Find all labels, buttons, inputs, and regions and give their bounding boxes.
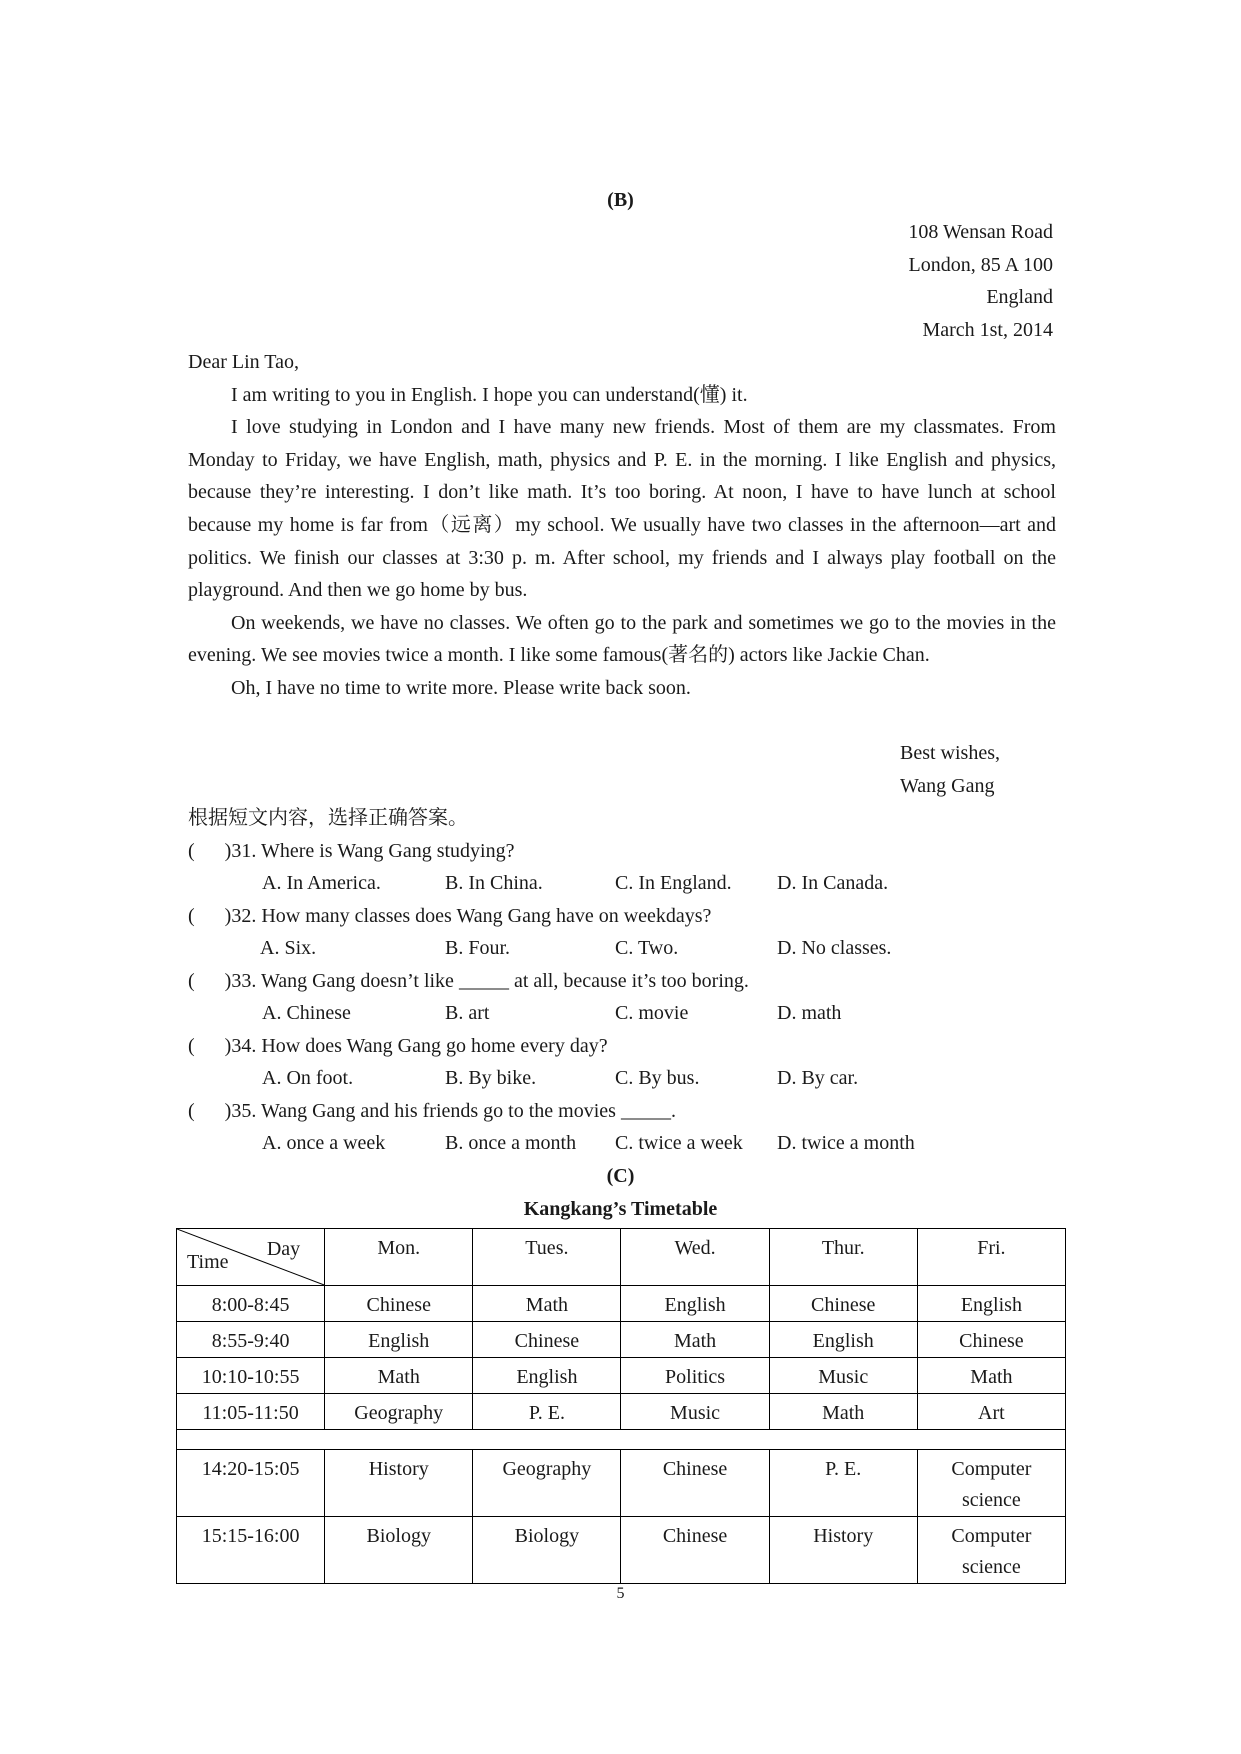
time-cell: 15:15-16:00: [177, 1517, 325, 1584]
question-instruction: 根据短文内容，选择正确答案。: [188, 807, 468, 829]
lunch-break-row: [177, 1430, 1066, 1450]
option-c: C. In England.: [615, 872, 732, 894]
address-line-1: 108 Wensan Road: [908, 221, 1053, 243]
question-32: ( )32. How many classes does Wang Gang have on weekdays?: [188, 905, 712, 927]
letter-closing: Best wishes,: [900, 742, 1000, 764]
subject-cell: Chinese: [917, 1322, 1065, 1358]
letter-paragraph: Oh, I have no time to write more. Please write back soon.: [231, 676, 691, 699]
letter-date: March 1st, 2014: [922, 319, 1053, 341]
address-line-3: England: [986, 286, 1053, 308]
subject-cell: Biology: [325, 1517, 473, 1584]
subject-cell: English: [621, 1286, 769, 1322]
day-header: Thur.: [769, 1229, 917, 1286]
page-number: 5: [616, 1585, 625, 1602]
subject-cell: Geography: [473, 1450, 621, 1517]
subject-cell: Math: [917, 1358, 1065, 1394]
time-cell: 8:00-8:45: [177, 1286, 325, 1322]
day-header: Wed.: [621, 1229, 769, 1286]
subject-cell: Chinese: [621, 1517, 769, 1584]
option-b: B. once a month: [445, 1132, 577, 1154]
subject-cell: Chinese: [325, 1286, 473, 1322]
lunch-break-cell: [177, 1430, 1066, 1450]
subject-cell: Math: [473, 1286, 621, 1322]
option-a: A. once a week: [262, 1132, 386, 1154]
section-c-heading: (C): [606, 1165, 635, 1187]
subject-cell: Math: [769, 1394, 917, 1430]
letter-body: [188, 346, 1056, 705]
question-35: ( )35. Wang Gang and his friends go to the movies _____.: [188, 1100, 676, 1122]
table-row: [177, 1322, 1066, 1358]
subject-cell: P. E.: [769, 1450, 917, 1517]
day-header: Tues.: [473, 1229, 621, 1286]
question-31: ( )31. Where is Wang Gang studying?: [188, 840, 515, 862]
subject-cell: Geography: [325, 1394, 473, 1430]
option-b: B. By bike.: [445, 1067, 537, 1089]
subject-cell: Chinese: [473, 1322, 621, 1358]
time-cell: 8:55-9:40: [177, 1322, 325, 1358]
option-d: D. math: [777, 1002, 842, 1024]
subject-cell: Music: [769, 1358, 917, 1394]
time-cell: 11:05-11:50: [177, 1394, 325, 1430]
subject-cell: History: [769, 1517, 917, 1584]
timetable: [176, 1228, 1066, 1584]
timetable-corner-cell: [177, 1229, 325, 1286]
letter-signature: Wang Gang: [900, 775, 995, 797]
table-row: [177, 1394, 1066, 1430]
subject-cell: Music: [621, 1394, 769, 1430]
subject-cell: Biology: [473, 1517, 621, 1584]
option-b: B. In China.: [445, 872, 543, 894]
subject-cell: Math: [621, 1322, 769, 1358]
subject-cell: English: [473, 1358, 621, 1394]
time-cell: 10:10-10:55: [177, 1358, 325, 1394]
question-34: ( )34. How does Wang Gang go home every day?: [188, 1035, 608, 1057]
subject-cell: History: [325, 1450, 473, 1517]
subject-cell: English: [917, 1286, 1065, 1322]
corner-day-label: Day: [266, 1238, 301, 1260]
option-b: B. Four.: [445, 937, 511, 959]
subject-cell: Art: [917, 1394, 1065, 1430]
option-d: D. No classes.: [777, 937, 892, 959]
letter-paragraph: On weekends, we have no classes. We often go to the park and sometimes we go to the movies in the evening. We see movies twice a month. I like some famous(著名的) actors like Jackie Chan.: [188, 611, 1056, 667]
option-c: C. movie: [615, 1002, 689, 1024]
timetable-title: Kangkang’s Timetable: [523, 1198, 718, 1220]
option-d: D. In Canada.: [777, 872, 889, 894]
letter-paragraph: I love studying in London and I have many new friends. Most of them are my classmates. From Monday to Friday, we have English, math, physics and P. E. in the morning. I like English and physics, because they’re interesting. I don’t like math. It’s too boring. At noon, I have to have lunch at school because my home is far from（远离）my school. We usually have two classes in the afternoon—art and politics. We finish our classes at 3:30 p. m. After school, my friends and I always play football on the playground. And then we go home by bus.: [188, 416, 1056, 602]
option-a: A. In America.: [262, 872, 381, 894]
time-cell: 14:20-15:05: [177, 1450, 325, 1517]
letter-paragraph: I am writing to you in English. I hope you can understand(懂) it.: [231, 383, 748, 406]
option-b: B. art: [445, 1002, 490, 1024]
subject-cell: Computer science: [917, 1450, 1065, 1517]
option-d: D. twice a month: [777, 1132, 915, 1154]
table-row: [177, 1517, 1066, 1584]
subject-cell: Chinese: [621, 1450, 769, 1517]
option-c: C. By bus.: [615, 1067, 700, 1089]
option-a: A. Six.: [260, 937, 317, 959]
day-header: Mon.: [325, 1229, 473, 1286]
section-b-heading: (B): [607, 189, 634, 211]
subject-cell: English: [769, 1322, 917, 1358]
address-line-2: London, 85 A 100: [908, 254, 1053, 276]
option-a: A. On foot.: [262, 1067, 354, 1089]
option-d: D. By car.: [777, 1067, 859, 1089]
subject-cell: P. E.: [473, 1394, 621, 1430]
option-a: A. Chinese: [262, 1002, 351, 1024]
timetable-header-row: [177, 1229, 1066, 1286]
subject-cell: Math: [325, 1358, 473, 1394]
option-c: C. twice a week: [615, 1132, 743, 1154]
subject-cell: Chinese: [769, 1286, 917, 1322]
table-row: [177, 1286, 1066, 1322]
subject-cell: English: [325, 1322, 473, 1358]
letter-greeting: Dear Lin Tao,: [188, 351, 299, 373]
corner-time-label: Time: [187, 1251, 229, 1273]
day-header: Fri.: [917, 1229, 1065, 1286]
subject-cell: Politics: [621, 1358, 769, 1394]
option-c: C. Two.: [615, 937, 679, 959]
question-33: ( )33. Wang Gang doesn’t like _____ at all, because it’s too boring.: [188, 970, 749, 992]
table-row: [177, 1450, 1066, 1517]
subject-cell: Computer science: [917, 1517, 1065, 1584]
table-row: [177, 1358, 1066, 1394]
